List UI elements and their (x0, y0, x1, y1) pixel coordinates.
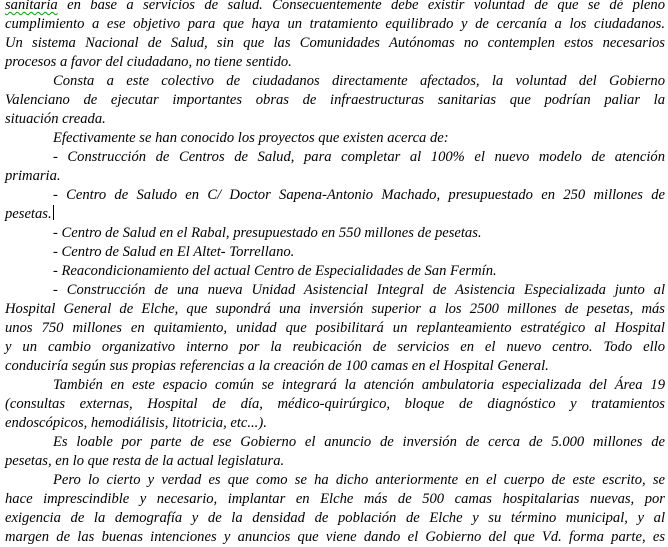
text-line: Valenciano de ejecutar importantes obras de infraestructuras sanitarias que podrían paliar la (5, 92, 665, 108)
text-line: procesos a favor del ciudadano, no tiene sentido. (5, 54, 292, 70)
text-cursor (53, 205, 55, 220)
text-line: y un cambio organizativo interno por la reubicación de servicios en el nuevo centro. Todo ello (5, 339, 665, 355)
spellcheck-flagged-word: sanitaria (5, 0, 58, 13)
text-line: (consultas externas, Hospital de día, médico-quirúrgico, bloque de diagnóstico y tratamientos (5, 396, 665, 412)
text-line: situación creada. (5, 111, 106, 127)
text-line: unos 750 millones en quitamiento, unidad que posibilitará un replanteamiento estratégico al Hospital (5, 320, 665, 336)
text-line: exigencia de la demografía y de la densidad de población de Elche y su término municipal, y al (5, 510, 665, 526)
text-line: Hospital General de Elche, que supondrá una inversión superior a los 2500 millones de pesetas, más (5, 301, 665, 317)
text-line: primaria. (5, 168, 61, 184)
list-item-line: - Construcción de Centros de Salud, para completar al 100% el nuevo modelo de atención (53, 149, 665, 165)
text-line: sanitaria en base a servicios de salud. Consecuentemente debe existir voluntad de que se dé pleno (5, 0, 665, 15)
list-item-line: - Reacondicionamiento del actual Centro de Especialidades de San Fermín. (53, 263, 497, 279)
text-line: cumplimiento a ese objetivo para que haya un tratamiento equilibrado y de cercanía a los ciudadanos. (5, 16, 665, 32)
paragraph-first-line: Efectivamente se han conocido los proyectos que existen acerca de: (53, 130, 449, 146)
text-line: conduciría según sus propias referencias a la creación de 100 camas en el Hospital General. (5, 358, 549, 374)
list-item-line: - Centro de Saludo en C/ Doctor Sapena-Antonio Machado, presupuestado en 250 millones de (53, 187, 665, 203)
text-line: margen de las buenas intenciones y anuncios que viene dando el Gobierno del que Vd. forma parte, es (5, 529, 665, 545)
paragraph-first-line: Consta a este colectivo de ciudadanos directamente afectados, la voluntad del Gobierno (53, 73, 665, 89)
text-line: pesetas, en lo que resta de la actual legislatura. (5, 453, 285, 469)
paragraph-first-line: También en este espacio común se integrará la atención ambulatoria especializada del Área 19 (53, 377, 665, 393)
paragraph-first-line: Es loable por parte de ese Gobierno el anuncio de inversión de cerca de 5.000 millones de (53, 434, 665, 450)
text-line: hace imprescindible y necesario, implantar en Elche más de 500 camas hospitalarias nuevas, por (5, 491, 665, 507)
list-item-line: - Centro de Salud en El Altet- Torrellano. (53, 244, 295, 260)
list-item-line: - Construcción de una nueva Unidad Asistencial Integral de Asistencia Especializada junto al (53, 282, 665, 298)
text-line: Un sistema Nacional de Salud, sin que las Comunidades Autónomas no contemplen estos necesarios (5, 35, 665, 51)
list-item-line: - Centro de Salud en el Rabal, presupuestado en 550 millones de pesetas. (53, 225, 482, 241)
text-line: pesetas. (5, 205, 665, 224)
text-line: endoscópicos, hemodiálisis, litotricia, etc...). (5, 415, 267, 431)
paragraph-first-line: Pero lo cierto y verdad es que como se ha dicho anteriormente en el cuerpo de este escrito, se (53, 472, 665, 488)
